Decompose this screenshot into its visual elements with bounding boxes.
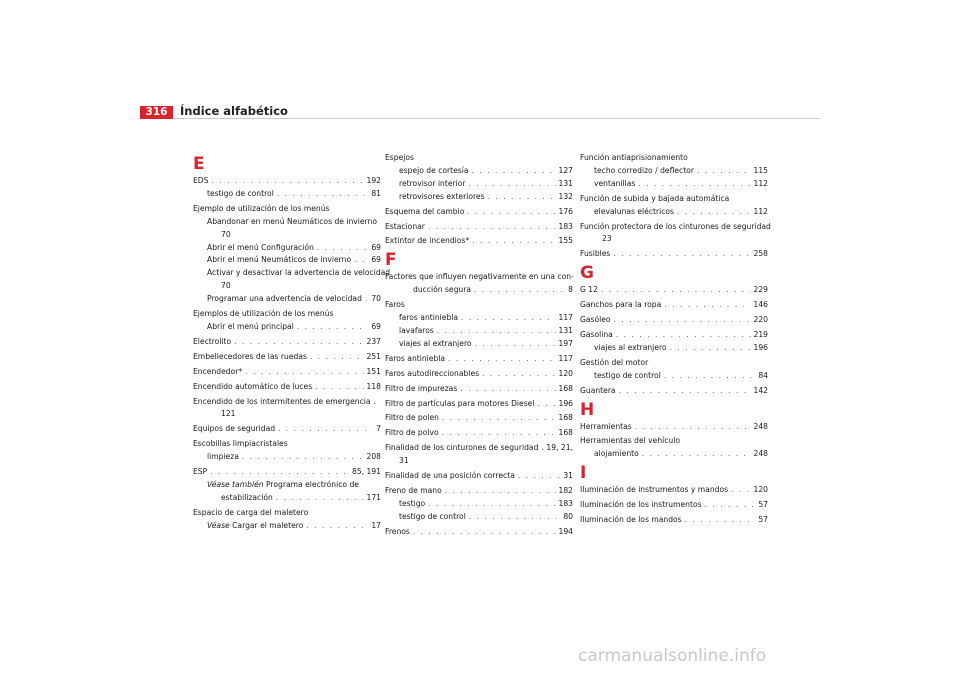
index-entry[interactable]: Filtro de impurezas . . . 168 [385, 383, 573, 396]
index-heading: Escobillas limpiacristales [193, 439, 288, 449]
index-subentry[interactable]: viajes al extranjero . . . 196 [580, 342, 768, 355]
section-letter-f: F [385, 250, 397, 271]
index-subentry[interactable]: Abandonar en menú Neumáticos de invierno [207, 216, 378, 226]
index-heading: Función antiaprisionamiento [580, 153, 688, 162]
index-subentry[interactable]: techo corredizo / deflector . . . 115 [580, 165, 768, 178]
index-heading: Faros [385, 300, 405, 310]
index-subentry[interactable]: testigo de control . . . 80 [385, 511, 573, 524]
index-page-continuation[interactable]: 31 [399, 456, 409, 466]
index-entry[interactable]: Finalidad de los cinturones de seguridad . . . 19, 21, [385, 442, 573, 455]
index-subentry[interactable]: elevalunas eléctricos . . . 112 [580, 206, 768, 219]
index-subentry[interactable]: faros antiniebla . . . 117 [385, 312, 573, 325]
index-entry[interactable]: Fusibles . . . 258 [580, 248, 768, 261]
index-crossref[interactable]: Véase Cargar el maletero . . . 17 [193, 520, 381, 533]
index-subentry[interactable]: limpieza . . . 208 [193, 451, 381, 464]
index-entry[interactable]: Ganchos para la ropa . . . 146 [580, 299, 768, 312]
index-crossref[interactable]: Véase también Programa electrónico de [207, 479, 359, 489]
index-entry[interactable]: G 12 . . . 229 [580, 284, 768, 297]
index-entry[interactable]: Encendido automático de luces . . . 118 [193, 381, 381, 394]
index-subentry[interactable]: viajes al extranjero . . . 197 [385, 338, 573, 351]
index-subentry[interactable]: Programar una advertencia de velocidad . . . 70 [193, 293, 381, 306]
section-letter-g: G [580, 263, 594, 284]
index-heading: Espejos [385, 153, 414, 162]
index-heading: Función de subida y bajada automática [580, 193, 730, 203]
index-column-3 [580, 152, 771, 527]
index-subentry[interactable]: estabilización . . . 171 [193, 492, 381, 505]
index-entry[interactable]: Estacionar . . . 183 [385, 221, 573, 234]
index-subentry[interactable]: espejo de cortesía . . . 127 [385, 165, 573, 178]
header-rule [140, 118, 820, 119]
index-entry[interactable]: Electrolito . . . 237 [193, 336, 381, 349]
index-entry[interactable]: Gasóleo . . . 220 [580, 314, 768, 327]
index-entry[interactable]: Iluminación de instrumentos y mandos . . . 120 [580, 484, 768, 497]
watermark: carmanualsonline.info [578, 646, 767, 666]
index-page-continuation[interactable]: 70 [221, 229, 231, 239]
index-entry[interactable]: Esquema del cambio . . . 176 [385, 206, 573, 219]
index-subentry[interactable]: lavafaros . . . 131 [385, 325, 573, 338]
index-entry[interactable]: Encendedor* . . . 151 [193, 366, 381, 379]
index-entry[interactable]: Faros autodireccionables . . . 120 [385, 368, 573, 381]
index-entry[interactable]: Guantera . . . 142 [580, 385, 768, 398]
index-entry[interactable]: Iluminación de los instrumentos . . . 57 [580, 499, 768, 512]
index-subentry[interactable]: testigo . . . 183 [385, 498, 573, 511]
index-heading: Herramientas del vehículo [580, 436, 680, 446]
index-page-continuation[interactable]: 121 [221, 409, 236, 419]
index-entry[interactable]: Finalidad de una posición correcta . . . 31 [385, 470, 573, 483]
index-entry[interactable]: Función protectora de los cinturones de seguridad [580, 221, 771, 231]
index-page-continuation[interactable]: 70 [221, 281, 231, 291]
index-column-2 [385, 152, 573, 539]
index-entry[interactable]: EDS . . . 192 [193, 175, 381, 188]
index-entry[interactable]: Filtro de polvo . . . 168 [385, 427, 573, 440]
index-entry[interactable]: Extintor de incendios* . . . 155 [385, 235, 573, 248]
index-heading: Ejemplos de utilización de los menús [193, 309, 334, 319]
index-subentry[interactable]: alojamiento . . . 248 [580, 448, 768, 461]
index-subentry[interactable]: Abrir el menú principal . . . 69 [193, 321, 381, 334]
index-subentry[interactable]: testigo de control . . . 81 [193, 188, 381, 201]
index-subentry[interactable]: retrovisores exteriores . . . 132 [385, 191, 573, 204]
index-heading: Factores que influyen negativamente en una con- [385, 272, 574, 282]
index-entry[interactable]: Frenos . . . 194 [385, 526, 573, 539]
index-entry[interactable]: Equipos de seguridad . . . 7 [193, 423, 381, 436]
index-subentry[interactable]: Abrir el menú Neumáticos de invierno . . . 69 [193, 254, 381, 267]
index-subentry[interactable]: Abrir el menú Configuración . . . 69 [193, 242, 381, 255]
index-entry[interactable]: Faros antiniebla . . . 117 [385, 353, 573, 366]
index-entry[interactable]: Iluminación de los mandos . . . 57 [580, 514, 768, 527]
index-heading: Espacio de carga del maletero [193, 507, 309, 517]
index-entry[interactable]: Freno de mano . . . 182 [385, 485, 573, 498]
section-letter-h: H [580, 399, 595, 420]
index-subentry[interactable]: ducción segura . . . 8 [385, 284, 573, 297]
index-entry[interactable]: Filtro de partículas para motores Diesel . . . 196 [385, 398, 573, 411]
index-subentry[interactable]: ventanillas . . . 112 [580, 178, 768, 191]
index-entry[interactable]: Encendido de los intermitentes de emergencia . . . [193, 396, 381, 409]
index-entry[interactable]: Filtro de polen . . . 168 [385, 412, 573, 425]
index-entry[interactable]: ESP . . . 85, 191 [193, 466, 381, 479]
section-letter-e: E [193, 154, 205, 174]
page-number-badge: 316 [140, 106, 173, 119]
index-subentry[interactable]: testigo de control . . . 84 [580, 370, 768, 383]
index-subentry[interactable]: Activar y desactivar la advertencia de velocidad [207, 268, 391, 278]
index-page-continuation[interactable]: 23 [602, 234, 612, 244]
index-subentry[interactable]: retrovisor interior . . . 131 [385, 178, 573, 191]
page-title: Índice alfabético [180, 104, 288, 118]
index-entry[interactable]: Embellecedores de las ruedas . . . 251 [193, 351, 381, 364]
section-letter-i: I [580, 463, 587, 484]
index-entry[interactable]: Herramientas . . . 248 [580, 421, 768, 434]
index-column-1 [193, 152, 391, 533]
index-heading: Ejemplo de utilización de los menús [193, 203, 330, 213]
index-heading: Gestión del motor [580, 357, 649, 367]
index-entry[interactable]: Gasolina . . . 219 [580, 329, 768, 342]
